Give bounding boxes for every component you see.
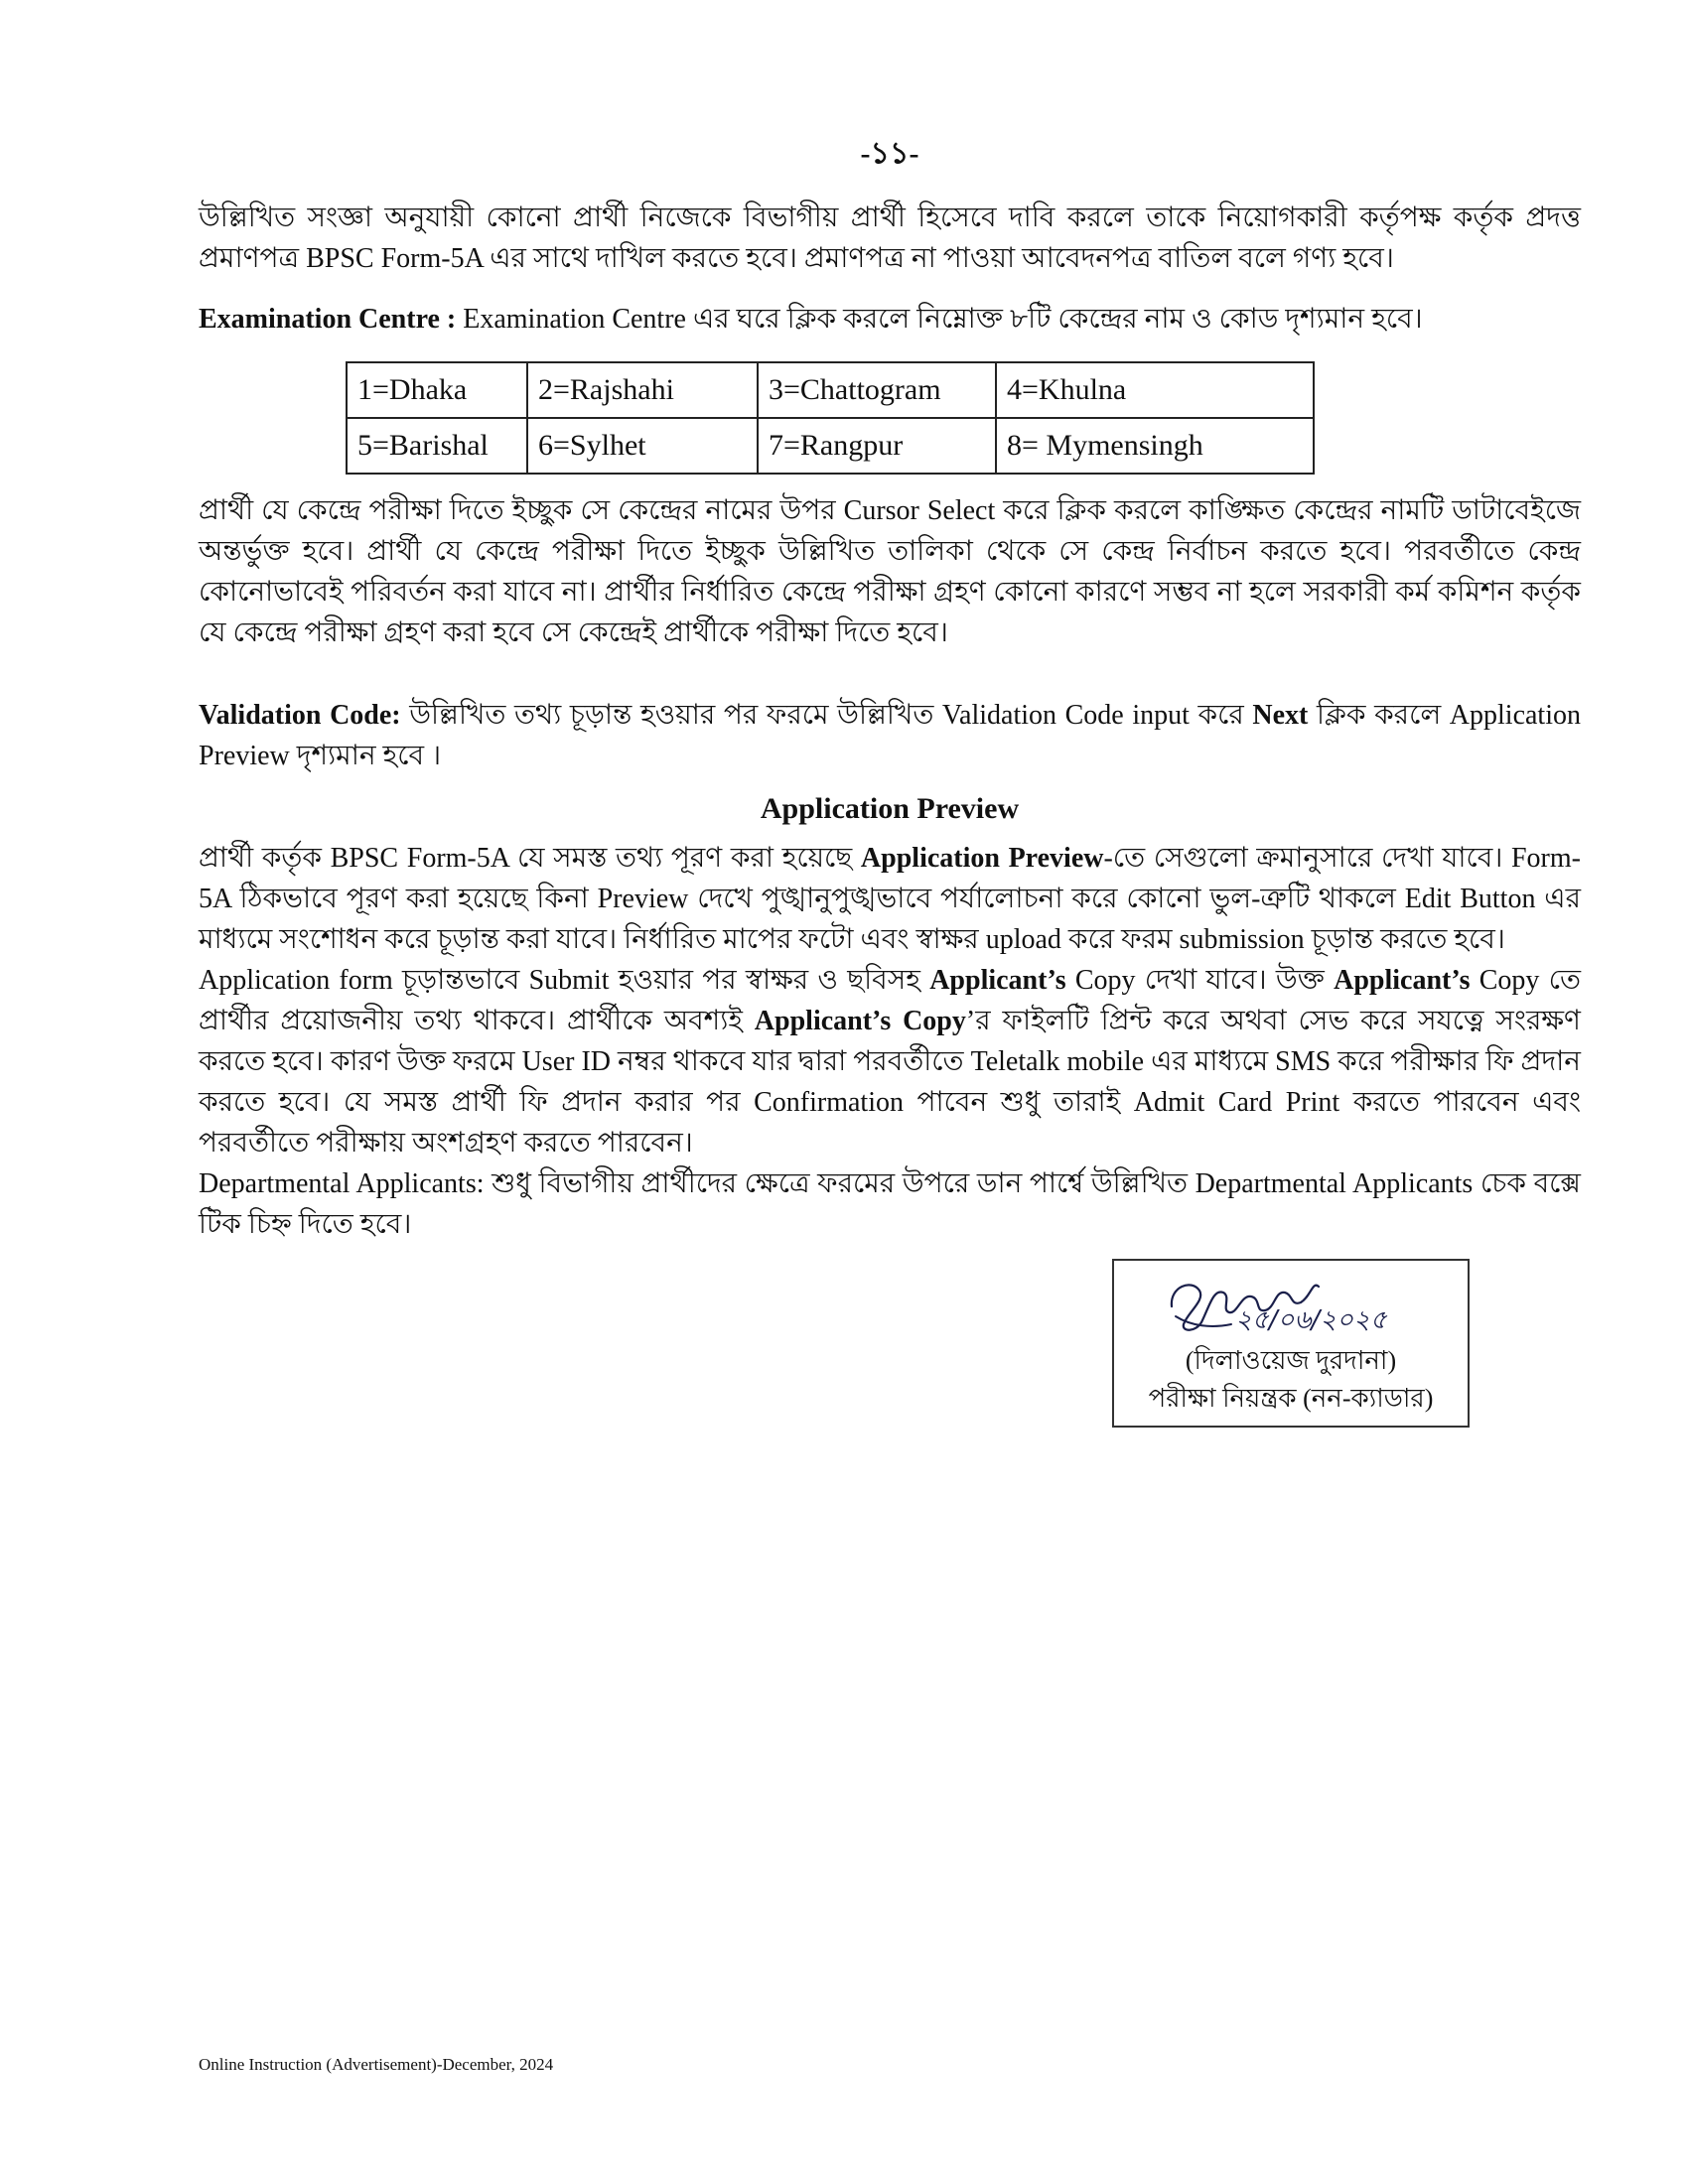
validation-heading: Validation Code: xyxy=(199,700,401,731)
signature-box xyxy=(1112,1259,1470,1428)
preview-p2-text-d: ’র ফাইলটি প্রিন্ট করে অথবা সেভ করে সযত্নে সংরক্ষণ করতে হবে। কারণ উক্ত ফরমে User ID নম্বর থাকবে যার দ্বারা পরবর্তীতে Teletalk mobile এর মাধ্যমে SMS করে পরীক্ষার ফি প্রদান করতে হবে। যে সমস্ত প্রার্থী ফি প্রদান করার পর Confirmation পাবেন শুধু তারাই Admit Card Print করতে পারবেন এবং পরবর্তীতে পরীক্ষায় অংশগ্রহণ করতে পারবেন। xyxy=(199,1006,1581,1159)
document-page xyxy=(199,129,1581,1245)
handwritten-signature xyxy=(1152,1267,1430,1342)
validation-text-1: উল্লিখিত তথ্য চূড়ান্ত হওয়ার পর ফরমে উল্লিখিত Validation Code input করে xyxy=(400,700,1253,731)
departmental-proof-paragraph: উল্লিখিত সংজ্ঞা অনুযায়ী কোনো প্রার্থী নিজেকে বিভাগীয় প্রার্থী হিসেবে দাবি করলে তাকে নিয়োগকারী কর্তৃপক্ষ কর্তৃক প্রদত্ত প্রমাণপত্র BPSC Form-5A এর সাথে দাখিল করতে হবে। প্রমাণপত্র না পাওয়া আবেদনপত্র বাতিল বলে গণ্য হবে। xyxy=(199,203,1581,274)
centre-cell: 2=Rajshahi xyxy=(527,362,758,418)
preview-p2-text-a: Application form চূড়ান্তভাবে Submit হওয়ার পর স্বাক্ষর ও ছবিসহ xyxy=(199,965,930,996)
signatory-designation: পরীক্ষা নিয়ন্ত্রক (নন-ক্যাডার) xyxy=(1148,1384,1434,1413)
table-row xyxy=(347,418,1314,474)
preview-p1-text-a: প্রার্থী কর্তৃক BPSC Form-5A যে সমস্ত তথ্য পূরণ করা হয়েছে xyxy=(199,843,861,874)
next-word: Next xyxy=(1252,700,1309,731)
centre-cell: 8= Mymensingh xyxy=(996,418,1314,474)
page-footer: Online Instruction (Advertisement)-December, 2024 xyxy=(199,2055,554,2074)
exam-centre-instructions: প্রার্থী যে কেন্দ্রে পরীক্ষা দিতে ইচ্ছুক সে কেন্দ্রের নামের উপর Cursor Select করে ক্লিক করলে কাঙ্ক্ষিত কেন্দ্রের নামটি ডাটাবেইজে অন্তর্ভুক্ত হবে। প্রার্থী যে কেন্দ্রে পরীক্ষা দিতে ইচ্ছুক উল্লিখিত তালিকা থেকে সে কেন্দ্র নির্বাচন করতে হবে। পরবর্তীতে কেন্দ্র কোনোভাবেই পরিবর্তন করা যাবে না। প্রার্থীর নির্ধারিত কেন্দ্রে পরীক্ষা গ্রহণ কোনো কারণে সম্ভব না হলে সরকারী কর্ম কমিশন কর্তৃক যে কেন্দ্রে পরীক্ষা গ্রহণ করা হবে সে কেন্দ্রেই প্রার্থীকে পরীক্ষা দিতে হবে। xyxy=(199,495,1581,648)
centre-cell: 7=Rangpur xyxy=(758,418,996,474)
exam-centre-heading: Examination Centre : xyxy=(199,304,457,335)
preview-p2-text-c: Copy তে প্রার্থীর প্রয়োজনীয় তথ্য থাকবে। প্রার্থীকে অবশ্যই xyxy=(199,965,1582,1036)
table-row xyxy=(347,362,1314,418)
preview-p2-bold-2: Applicant’s xyxy=(1334,965,1471,996)
preview-p2-bold-3: Applicant’s Copy xyxy=(754,1006,966,1036)
preview-p2-text-b: Copy দেখা যাবে। উক্ত xyxy=(1065,965,1335,996)
centre-cell: 6=Sylhet xyxy=(527,418,758,474)
preview-p1-bold: Application Preview xyxy=(860,843,1104,874)
validation-text-2: ক্লিক করলে Application Preview দৃশ্যমান হবে । xyxy=(199,700,1581,771)
centre-cell: 3=Chattogram xyxy=(758,362,996,418)
preview-p1-text-b: -তে সেগুলো ক্রমানুসারে দেখা যাবে। Form-5A ঠিকভাবে পূরণ করা হয়েছে কিনা Preview দেখে পুঙ্খানুপুঙ্খভাবে পর্যালোচনা করে কোনো ভুল-ত্রুটি থাকলে Edit Button এর মাধ্যমে সংশোধন করে চূড়ান্ত করা যাবে। নির্ধারিত মাপের ফটো এবং স্বাক্ষর upload করে ফরম submission চূড়ান্ত করতে হবে। xyxy=(199,843,1581,955)
exam-centre-paragraph xyxy=(199,299,1581,340)
page-number: -১১- xyxy=(860,137,919,170)
application-preview-title: Application Preview xyxy=(760,792,1020,825)
exam-centre-table xyxy=(346,361,1315,475)
handwritten-date: ২৫/০৬/২০২৫ xyxy=(1235,1305,1387,1335)
validation-paragraph xyxy=(199,695,1581,776)
centre-cell: 5=Barishal xyxy=(347,418,527,474)
preview-p2-bold-1: Applicant’s xyxy=(929,965,1066,996)
preview-paragraph-1 xyxy=(199,838,1581,960)
centre-cell: 1=Dhaka xyxy=(347,362,527,418)
exam-centre-text: Examination Centre এর ঘরে ক্লিক করলে নিম্নোক্ত ৮টি কেন্দ্রের নাম ও কোড দৃশ্যমান হবে। xyxy=(456,304,1423,335)
departmental-applicants-paragraph: Departmental Applicants: শুধু বিভাগীয় প্রার্থীদের ক্ষেত্রে ফরমের উপরে ডান পার্শ্বে উল্লিখিত Departmental Applicants চেক বক্সে টিক চিহ্ন দিতে হবে। xyxy=(199,1168,1581,1240)
signatory-name: (দিলাওয়েজ দুরদানা) xyxy=(1185,1346,1397,1375)
centre-cell: 4=Khulna xyxy=(996,362,1314,418)
preview-paragraph-2 xyxy=(199,960,1581,1163)
